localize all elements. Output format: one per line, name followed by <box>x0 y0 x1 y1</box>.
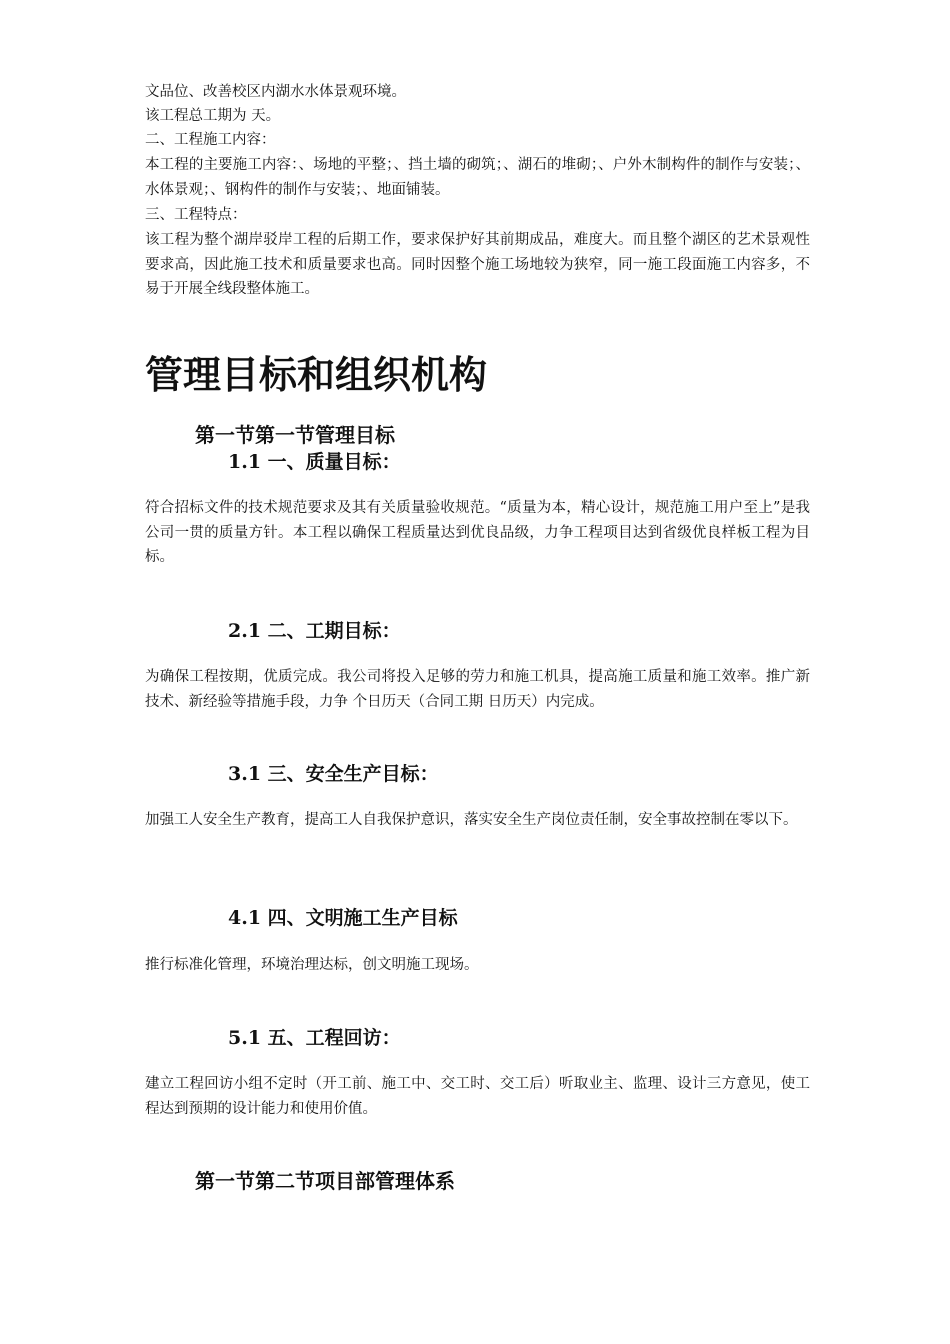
section-title-management-goals: 第一节第一节管理目标 <box>195 423 395 447</box>
subsection-body-revisit: 建立工程回访小组不定时（开工前、施工中、交工时、交工后）听取业主、监理、设计三方意见，使工程达到预期的设计能力和使用价值。 <box>145 1076 810 1117</box>
intro-paragraph-content: 本工程的主要施工内容：、场地的平整；、挡土墙的砌筑；、湖石的堆砌；、户外木制构件的制作与安装；、水体景观；、钢构件的制作与安装；、地面铺装。 <box>145 157 810 198</box>
intro-heading-content: 二、工程施工内容： <box>145 132 276 148</box>
section-title-project-management-system: 第一节第二节项目部管理体系 <box>195 1169 455 1193</box>
subsection-body-civilized-construction: 推行标准化管理，环境治理达标，创文明施工现场。 <box>145 957 479 973</box>
intro-paragraph-2: 该工程总工期为 天。 <box>145 108 281 124</box>
intro-paragraph-1: 文品位、改善校区内湖水水体景观环境。 <box>145 84 406 100</box>
subsection-body-schedule: 为确保工程按期，优质完成。我公司将投入足够的劳力和施工机具，提高施工质量和施工效率。推广新技术、新经验等措施手段，力争 个日历天（合同工期 日历天）内完成。 <box>145 669 810 710</box>
subsection-title-safety: 3.1 三、安全生产目标： <box>228 763 439 785</box>
subsection-title-civilized-construction: 4.1 四、文明施工生产目标 <box>228 907 458 929</box>
chapter-title: 管理目标和组织机构 <box>145 353 488 397</box>
subsection-body-safety: 加强工人安全生产教育，提高工人自我保护意识，落实安全生产岗位责任制，安全事故控制在零以下。 <box>145 812 798 828</box>
subsection-title-quality: 1.1 一、质量目标： <box>228 451 401 473</box>
intro-paragraph-features: 该工程为整个湖岸驳岸工程的后期工作，要求保护好其前期成品，难度大。而且整个湖区的艺术景观性要求高，因此施工技术和质量要求也高。同时因整个施工场地较为狭窄，同一施工段面施工内容多，不易于开展全线段整体施工。 <box>145 232 810 297</box>
subsection-title-schedule: 2.1 二、工期目标： <box>228 620 401 642</box>
subsection-title-revisit: 5.1 五、工程回访： <box>228 1027 401 1049</box>
subsection-body-quality: 符合招标文件的技术规范要求及其有关质量验收规范。“质量为本，精心设计，规范施工用户至上”是我公司一贯的质量方针。本工程以确保工程质量达到优良品级，力争工程项目达到省级优良样板工程为目标。 <box>145 500 810 565</box>
intro-heading-features: 三、工程特点： <box>145 207 247 223</box>
